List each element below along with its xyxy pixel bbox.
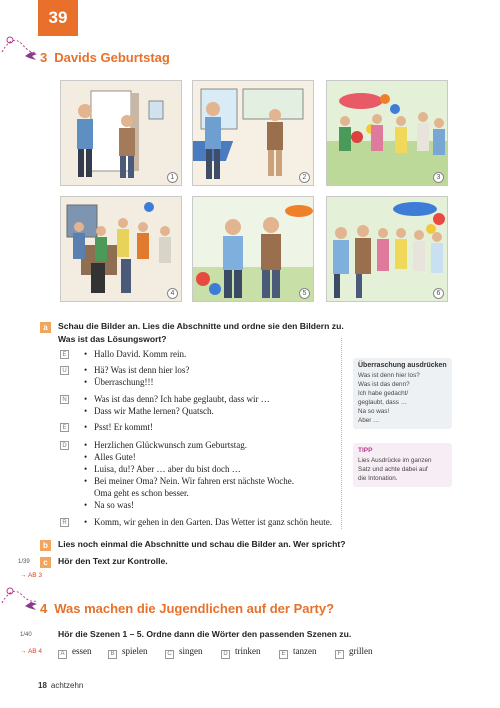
word-choice-spielen: B spielen [108,646,148,659]
dialogue-line: • Hä? Was ist denn hier los? [84,365,190,375]
word-choice-tanzen: E tanzen [279,646,316,659]
task-b-marker: b [40,540,51,551]
group-scene-illustration [327,197,448,302]
letter-box-4[interactable]: E [60,423,69,432]
audio-track-label: 1/39 [18,559,30,565]
section-title: Davids Geburtstag [54,50,170,65]
panel-number: 1 [167,172,178,183]
door-scene-illustration [61,81,182,186]
letter-box[interactable]: A [58,650,67,659]
expression-line: Was ist das denn? [358,381,410,388]
word-choice-essen: A essen [58,646,92,659]
dialogue-line: • Luisa, du!? Aber … aber du bist doch … [84,464,241,474]
panel-number: 4 [167,288,178,299]
dialogue-line: Oma geht es schon besser. [94,488,189,498]
expression-line: Aber … [358,417,380,424]
dialogue-line: • Na so was! [84,500,134,510]
comic-panel-6 [326,196,448,302]
section-number: 4 [40,601,48,616]
word-choice-trinken: D trinken [221,646,261,659]
expression-line: Na so was! [358,408,390,415]
panel-number: 3 [433,172,444,183]
bird-icon [24,601,38,611]
balloons-scene-illustration [193,197,314,302]
dialogue-line: • Dass wir Mathe lernen? Quatsch. [84,406,214,416]
letter-box-1[interactable]: E [60,350,69,359]
comic-panel-2 [192,80,314,186]
task-c-instruction: Hör den Text zur Kontrolle. [58,556,168,566]
lesson-number-tab [38,0,78,36]
column-divider [341,338,342,529]
tip-box [353,443,452,487]
dialogue-line: • Was ist das denn? Ich habe geglaubt, dass wir … [84,394,270,404]
letter-box-5[interactable]: D [60,441,69,450]
dialogue-line: • Bei meiner Oma? Nein. Wir fahren erst nächste Woche. [84,476,295,486]
page-number-word: achtzehn [50,681,84,690]
section-4-heading [40,601,334,616]
dialogue-line: • Alles Gute! [84,452,136,462]
expressions-title: Überraschung ausdrücken [358,362,447,369]
task-a-instruction [58,320,344,346]
workbook-reference[interactable]: → AB 4 [20,648,43,655]
tip-line: Lies Ausdrücke im ganzen [358,457,432,464]
letter-box[interactable]: D [221,650,230,659]
dialogue-line: • Überraschung!!! [84,377,154,387]
word-choice-grillen: F grillen [335,646,373,659]
panel-number: 2 [299,172,310,183]
dialogue-line: • Herzlichen Glückwunsch zum Geburtstag. [84,440,247,450]
page-footer [38,681,83,690]
task-c-marker: c [40,557,51,568]
comic-panel-1 [60,80,182,186]
dialogue-line: • Komm, wir gehen in den Garten. Das Wetter ist ganz schön heute. [84,517,333,527]
dialogue-line: • Psst! Er kommt! [84,422,154,432]
letter-box-2[interactable]: U [60,366,69,375]
task-a-marker: a [40,322,51,333]
section-number: 3 [40,50,48,65]
workbook-reference[interactable]: → AB 3 [20,572,43,579]
expression-line: Ich habe gedacht/ [358,390,409,397]
dialogue-line: • Hallo David. Komm rein. [84,349,187,359]
word-choice-singen: C singen [165,646,203,659]
comic-panel-5 [192,196,314,302]
section-4-instruction: Hör die Szenen 1 – 5. Ordne dann die Wörter den passenden Szenen zu. [58,629,352,639]
comic-panel-3 [326,80,448,186]
tip-line: die Intonation. [358,475,398,482]
letter-box[interactable]: E [279,650,288,659]
task-a-line-2: Was ist das Lösungswort? [58,334,167,344]
letter-box-3[interactable]: N [60,395,69,404]
letter-box-6[interactable]: R [60,518,69,527]
living-room-scene-illustration [193,81,314,186]
surprise-scene-illustration [61,197,182,302]
letter-box[interactable]: C [165,650,174,659]
expression-line: Was ist denn hier los? [358,372,420,379]
lesson-number: 39 [48,8,68,27]
panel-number: 5 [299,288,310,299]
task-b-instruction: Lies noch einmal die Abschnitte und schau die Bilder an. Wer spricht? [58,539,346,549]
section-3-heading [40,50,170,65]
garden-party-scene-illustration [327,81,448,186]
page-number: 18 [38,681,47,690]
bird-icon [24,51,38,61]
panel-number: 6 [433,288,444,299]
tip-line: Satz und achte dabei auf [358,466,428,473]
letter-box[interactable]: F [335,650,344,659]
tip-title: TIPP [358,447,373,454]
comic-panel-4 [60,196,182,302]
expressions-box [353,358,452,429]
audio-track-label: 1/40 [20,632,32,638]
letter-box[interactable]: B [108,650,117,659]
section-title: Was machen die Jugendlichen auf der Party? [54,601,335,616]
task-a-line-1: Schau die Bilder an. Lies die Abschnitte und ordne sie den Bildern zu. [58,321,344,331]
expression-line: geglaubt, dass … [358,399,408,406]
